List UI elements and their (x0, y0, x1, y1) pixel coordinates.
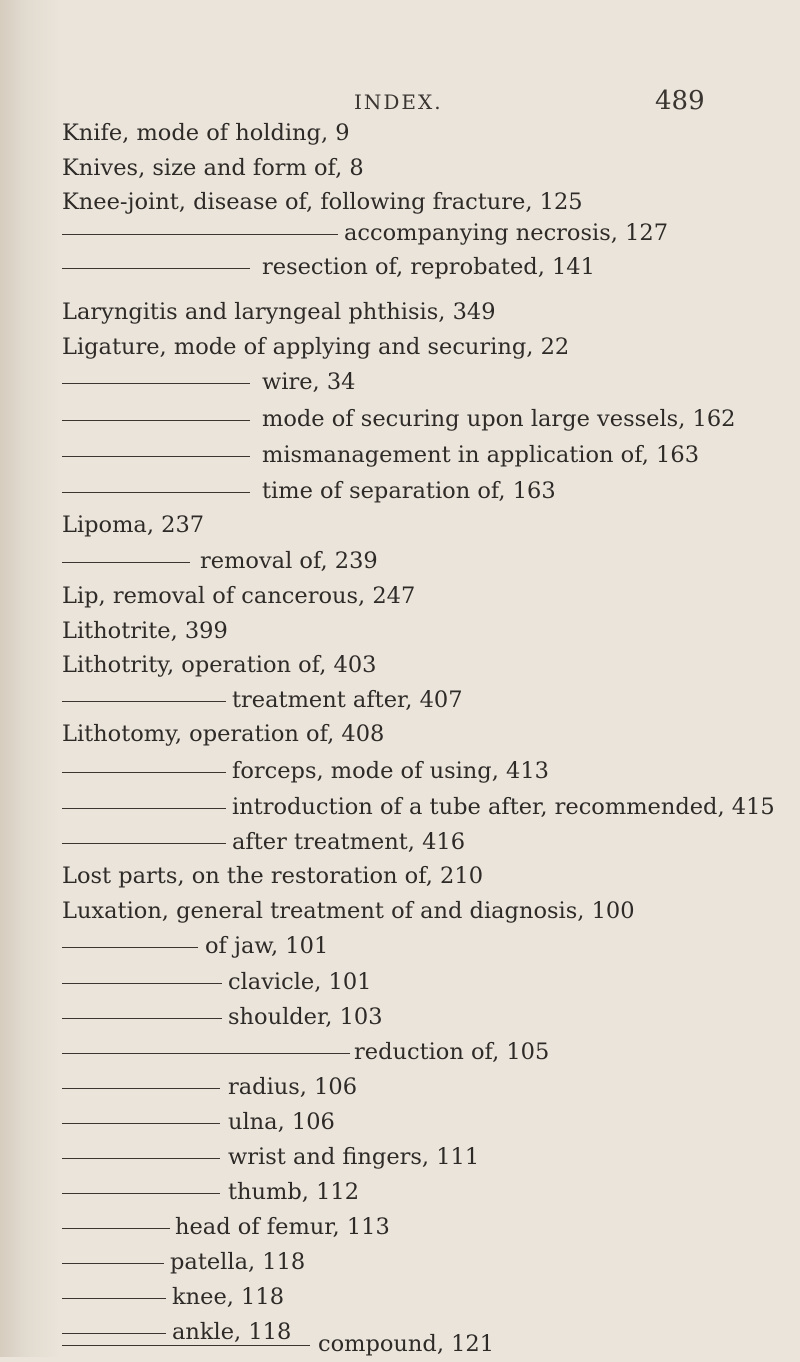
index-entry-text: reduction of, 105 (354, 1039, 550, 1065)
index-entry (0, 437, 800, 473)
index-entry (0, 1139, 800, 1175)
index-entry (0, 753, 800, 789)
index-entry-text: Lithotrite, 399 (62, 618, 228, 644)
index-entry-text: of jaw, 101 (205, 933, 329, 959)
ditto-dash (62, 268, 250, 269)
ditto-dash (62, 772, 226, 773)
ditto-dash (62, 701, 226, 702)
index-entry (0, 473, 800, 509)
ditto-dash (62, 843, 226, 844)
index-entry-text: patella, 118 (170, 1249, 306, 1275)
ditto-dash (62, 808, 226, 809)
index-entry (0, 999, 800, 1035)
index-entry-text: Ligature, mode of applying and securing, 22 (62, 334, 570, 360)
index-entry (0, 647, 800, 683)
index-entry (0, 1069, 800, 1105)
index-entry-text: accompanying necrosis, 127 (344, 220, 669, 246)
ditto-dash (62, 1018, 222, 1019)
index-entry (0, 716, 800, 752)
index-entry (0, 928, 800, 964)
index-entry-text: forceps, mode of using, 413 (232, 758, 549, 784)
index-entry-text: clavicle, 101 (228, 969, 372, 995)
index-entry (0, 893, 800, 929)
index-entry-text: wire, 34 (262, 369, 356, 395)
ditto-dash (62, 1263, 164, 1264)
index-entry-text: ulna, 106 (228, 1109, 335, 1135)
index-entry-text: head of femur, 113 (175, 1214, 390, 1240)
index-entry (0, 150, 800, 186)
index-entry-text: wrist and fingers, 111 (228, 1144, 480, 1170)
index-entry (0, 682, 800, 718)
index-entry-text: radius, 106 (228, 1074, 358, 1100)
ditto-dash (62, 1053, 350, 1054)
index-entry (0, 364, 800, 400)
index-entry-text: introduction of a tube after, recommended, 415 (232, 794, 775, 820)
ditto-dash (62, 562, 190, 563)
index-entry-text: Laryngitis and laryngeal phthisis, 349 (62, 299, 496, 325)
index-entry-text: thumb, 112 (228, 1179, 360, 1205)
ditto-dash (62, 1158, 220, 1159)
index-entry-text: after treatment, 416 (232, 829, 466, 855)
index-entry (0, 215, 800, 251)
index-entry-text: Lithotomy, operation of, 408 (62, 721, 385, 747)
index-entry (0, 578, 800, 614)
page-number: 489 (655, 86, 705, 116)
index-entry (0, 1209, 800, 1245)
index-entry-text: knee, 118 (172, 1284, 285, 1310)
index-entry (0, 401, 800, 437)
index-entry-text: Lost parts, on the restoration of, 210 (62, 863, 484, 889)
index-entry-text: Luxation, general treatment of and diagnosis, 100 (62, 898, 635, 924)
index-entry-text: resection of, reprobated, 141 (262, 254, 595, 280)
ditto-dash (62, 420, 250, 421)
ditto-dash (62, 1228, 170, 1229)
index-entry (0, 1104, 800, 1140)
index-entry (0, 613, 800, 649)
index-entry-text: Lipoma, 237 (62, 512, 205, 538)
ditto-dash (62, 983, 222, 984)
ditto-dash (62, 947, 198, 948)
index-entry (0, 329, 800, 365)
index-entry (0, 1174, 800, 1210)
ditto-dash (62, 234, 338, 235)
ditto-dash (62, 1298, 166, 1299)
ditto-dash (62, 1123, 220, 1124)
index-entry (0, 1279, 800, 1315)
index-entry-text: mismanagement in application of, 163 (262, 442, 700, 468)
ditto-dash (62, 1088, 220, 1089)
ditto-dash (62, 1345, 310, 1346)
index-entry-text: Knives, size and form of, 8 (62, 155, 364, 181)
index-entry (0, 507, 800, 543)
ditto-dash (62, 1193, 220, 1194)
index-entry (0, 789, 800, 825)
index-entry-text: time of separation of, 163 (262, 478, 556, 504)
index-entry (0, 543, 800, 579)
index-entry-text: Knife, mode of holding, 9 (62, 120, 350, 146)
running-head: INDEX. (354, 90, 443, 114)
index-entry (0, 1244, 800, 1280)
index-entry-text: mode of securing upon large vessels, 162 (262, 406, 736, 432)
index-entry-text: shoulder, 103 (228, 1004, 383, 1030)
ditto-dash (62, 492, 250, 493)
index-entry (0, 824, 800, 860)
index-entry-text: Lithotrity, operation of, 403 (62, 652, 377, 678)
index-entry (0, 964, 800, 1000)
index-entry-text: treatment after, 407 (232, 687, 463, 713)
ditto-dash (62, 383, 250, 384)
index-entry (0, 115, 800, 151)
index-entry-text: Knee-joint, disease of, following fracture, 125 (62, 189, 583, 215)
index-entry-text: removal of, 239 (200, 548, 378, 574)
ditto-dash (62, 456, 250, 457)
index-entry (0, 249, 800, 285)
index-entry-text: Lip, removal of cancerous, 247 (62, 583, 416, 609)
index-entry-text: ankle, 118 (172, 1319, 292, 1345)
index-entry (0, 858, 800, 894)
index-entry-text: compound, 121 (318, 1331, 495, 1357)
index-entry (0, 1034, 800, 1070)
index-entry (0, 294, 800, 330)
